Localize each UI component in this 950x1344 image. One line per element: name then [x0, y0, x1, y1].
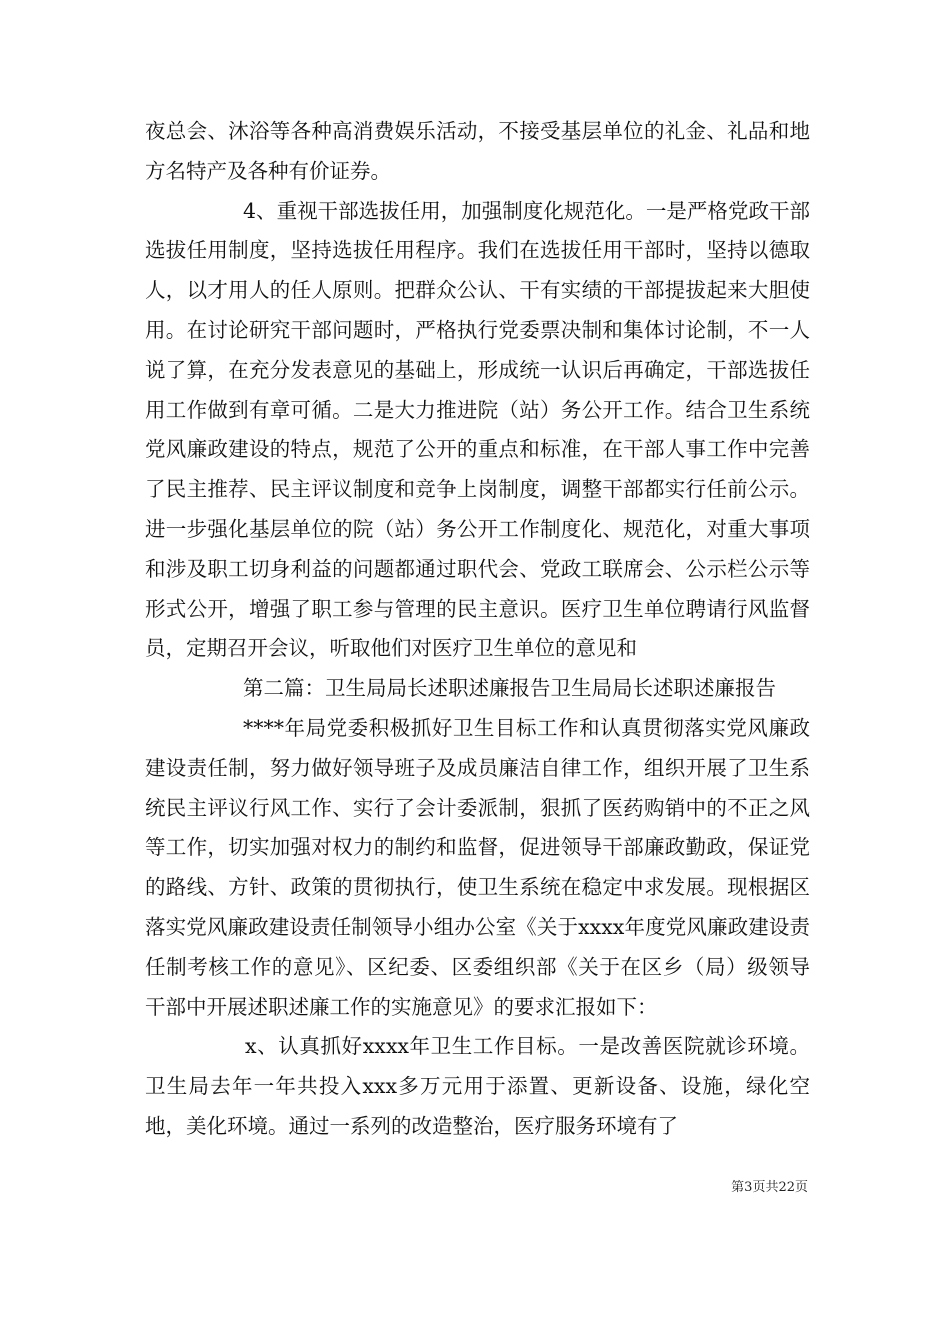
document-body [145, 112, 810, 1147]
paragraph-4: x、认真抓好xxxx年卫生工作目标。一是改善医院就诊环境。卫生局去年一年共投入xxx多万元用于添置、更新设备、设施，绿化空地，美化环境。通过一系列的改造整治，医疗服务环境有了 [145, 1034, 810, 1138]
page-number: 第3页共22页 [731, 1180, 808, 1195]
paragraph-1: 夜总会、沐浴等各种高消费娱乐活动，不接受基层单位的礼金、礼品和地方名特产及各种有价证券。 [145, 119, 810, 183]
section-heading: 第二篇：卫生局局长述职述廉报告卫生局局长述职述廉报告 [243, 676, 776, 701]
paragraph-2: 4、重视干部选拔任用，加强制度化规范化。一是严格党政干部选拔任用制度，坚持选拔任用程序。我们在选拔任用干部时，坚持以德取人，以才用人的任人原则。把群众公认、干有实绩的干部提拔起来大胆使用。在讨论研究干部问题时，严格执行党委票决制和集体讨论制，不一人说了算，在充分发表意见的基础上，形成统一认识后再确定，干部选拔任用工作做到有章可循。二是大力推进院（站）务公开工作。结合卫生系统党风廉政建设的特点，规范了公开的重点和标准，在干部人事工作中完善了民主推荐、民主评议制度和竞争上岗制度，调整干部都实行任前公示。进一步强化基层单位的院（站）务公开工作制度化、规范化，对重大事项和涉及职工切身利益的问题都通过职代会、党政工联席会、公示栏公示等形式公开，增强了职工参与管理的民主意识。医疗卫生单位聘请行风监督员，定期召开会议，听取他们对医疗卫生单位的意见和 [145, 198, 810, 661]
paragraph-3: ****年局党委积极抓好卫生目标工作和认真贯彻落实党风廉政建设责任制，努力做好领导班子及成员廉洁自律工作，组织开展了卫生系统民主评议行风工作、实行了会计委派制，狠抓了医药购销中的不正之风等工作，切实加强对权力的制约和监督，促进领导干部廉政勤政，保证党的路线、方针、政策的贯彻执行，使卫生系统在稳定中求发展。现根据区落实党风廉政建设责任制领导小组办公室《关于xxxx年度党风廉政建设责任制考核工作的意见》、区纪委、区委组织部《关于在区乡（局）级领导干部中开展述职述廉工作的实施意见》的要求汇报如下： [145, 715, 810, 1019]
